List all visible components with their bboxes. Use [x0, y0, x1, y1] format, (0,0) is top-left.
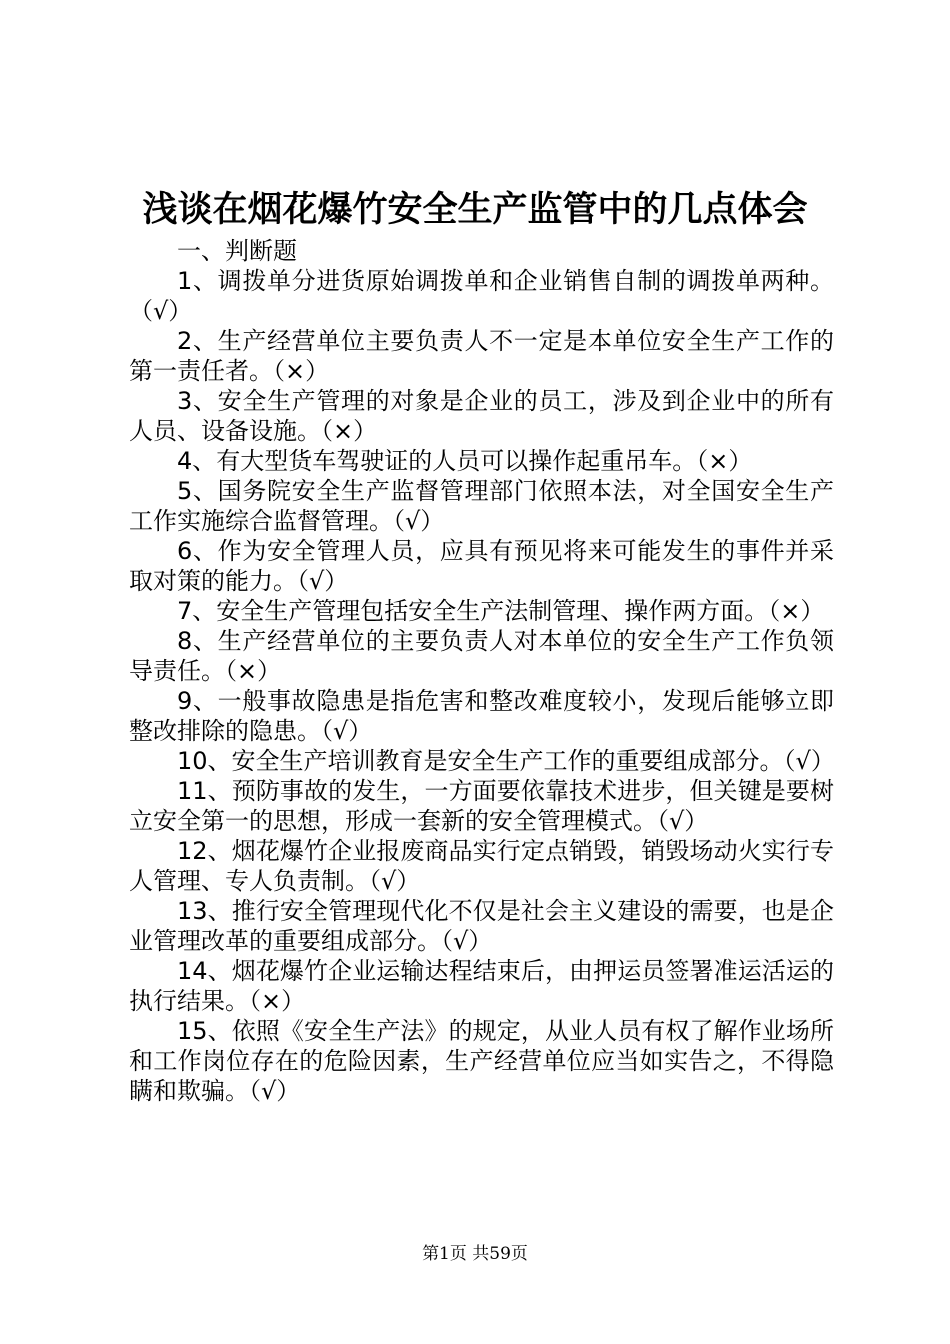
question-item-12: 12、烟花爆竹企业报废商品实行定点销毁，销毁场动火实行专人管理、专人负责制。（√） — [129, 837, 834, 895]
question-item-2: 2、生产经营单位主要负责人不一定是本单位安全生产工作的第一责任者。（×） — [129, 327, 834, 385]
question-item-6: 6、作为安全管理人员，应具有预见将来可能发生的事件并采取对策的能力。（√） — [129, 537, 834, 595]
question-item-3: 3、安全生产管理的对象是企业的员工，涉及到企业中的所有人员、设备设施。（×） — [129, 387, 834, 445]
question-item-1: 1、调拨单分进货原始调拨单和企业销售自制的调拨单两种。（√） — [129, 267, 834, 325]
document-title: 浅谈在烟花爆竹安全生产监管中的几点体会 — [142, 189, 808, 230]
question-item-10: 10、安全生产培训教育是安全生产工作的重要组成部分。（√） — [177, 747, 835, 775]
page-footer: 第1页 共59页 — [422, 1244, 528, 1264]
question-item-15: 15、依照《安全生产法》的规定，从业人员有权了解作业场所和工作岗位存在的危险因素，生产经营单位应当如实告之，不得隐瞒和欺骗。（√） — [129, 1017, 834, 1105]
document-body — [129, 236, 834, 1106]
question-item-4: 4、有大型货车驾驶证的人员可以操作起重吊车。（×） — [177, 447, 753, 475]
question-item-9: 9、一般事故隐患是指危害和整改难度较小，发现后能够立即整改排除的隐患。（√） — [129, 687, 834, 745]
question-item-14: 14、烟花爆竹企业运输达程结束后，由押运员签署准运活运的执行结果。（×） — [129, 957, 834, 1015]
question-item-13: 13、推行安全管理现代化不仅是社会主义建设的需要，也是企业管理改革的重要组成部分。（√） — [129, 897, 834, 955]
question-item-7: 7、安全生产管理包括安全生产法制管理、操作两方面。（×） — [177, 597, 825, 625]
section-heading: 一、判断题 — [177, 237, 297, 265]
question-item-8: 8、生产经营单位的主要负责人对本单位的安全生产工作负领导责任。（×） — [129, 627, 834, 685]
question-item-11: 11、预防事故的发生，一方面要依靠技术进步，但关键是要树立安全第一的思想，形成一套新的安全管理模式。（√） — [129, 777, 834, 835]
question-item-5: 5、国务院安全生产监督管理部门依照本法，对全国安全生产工作实施综合监督管理。（√） — [129, 477, 834, 535]
